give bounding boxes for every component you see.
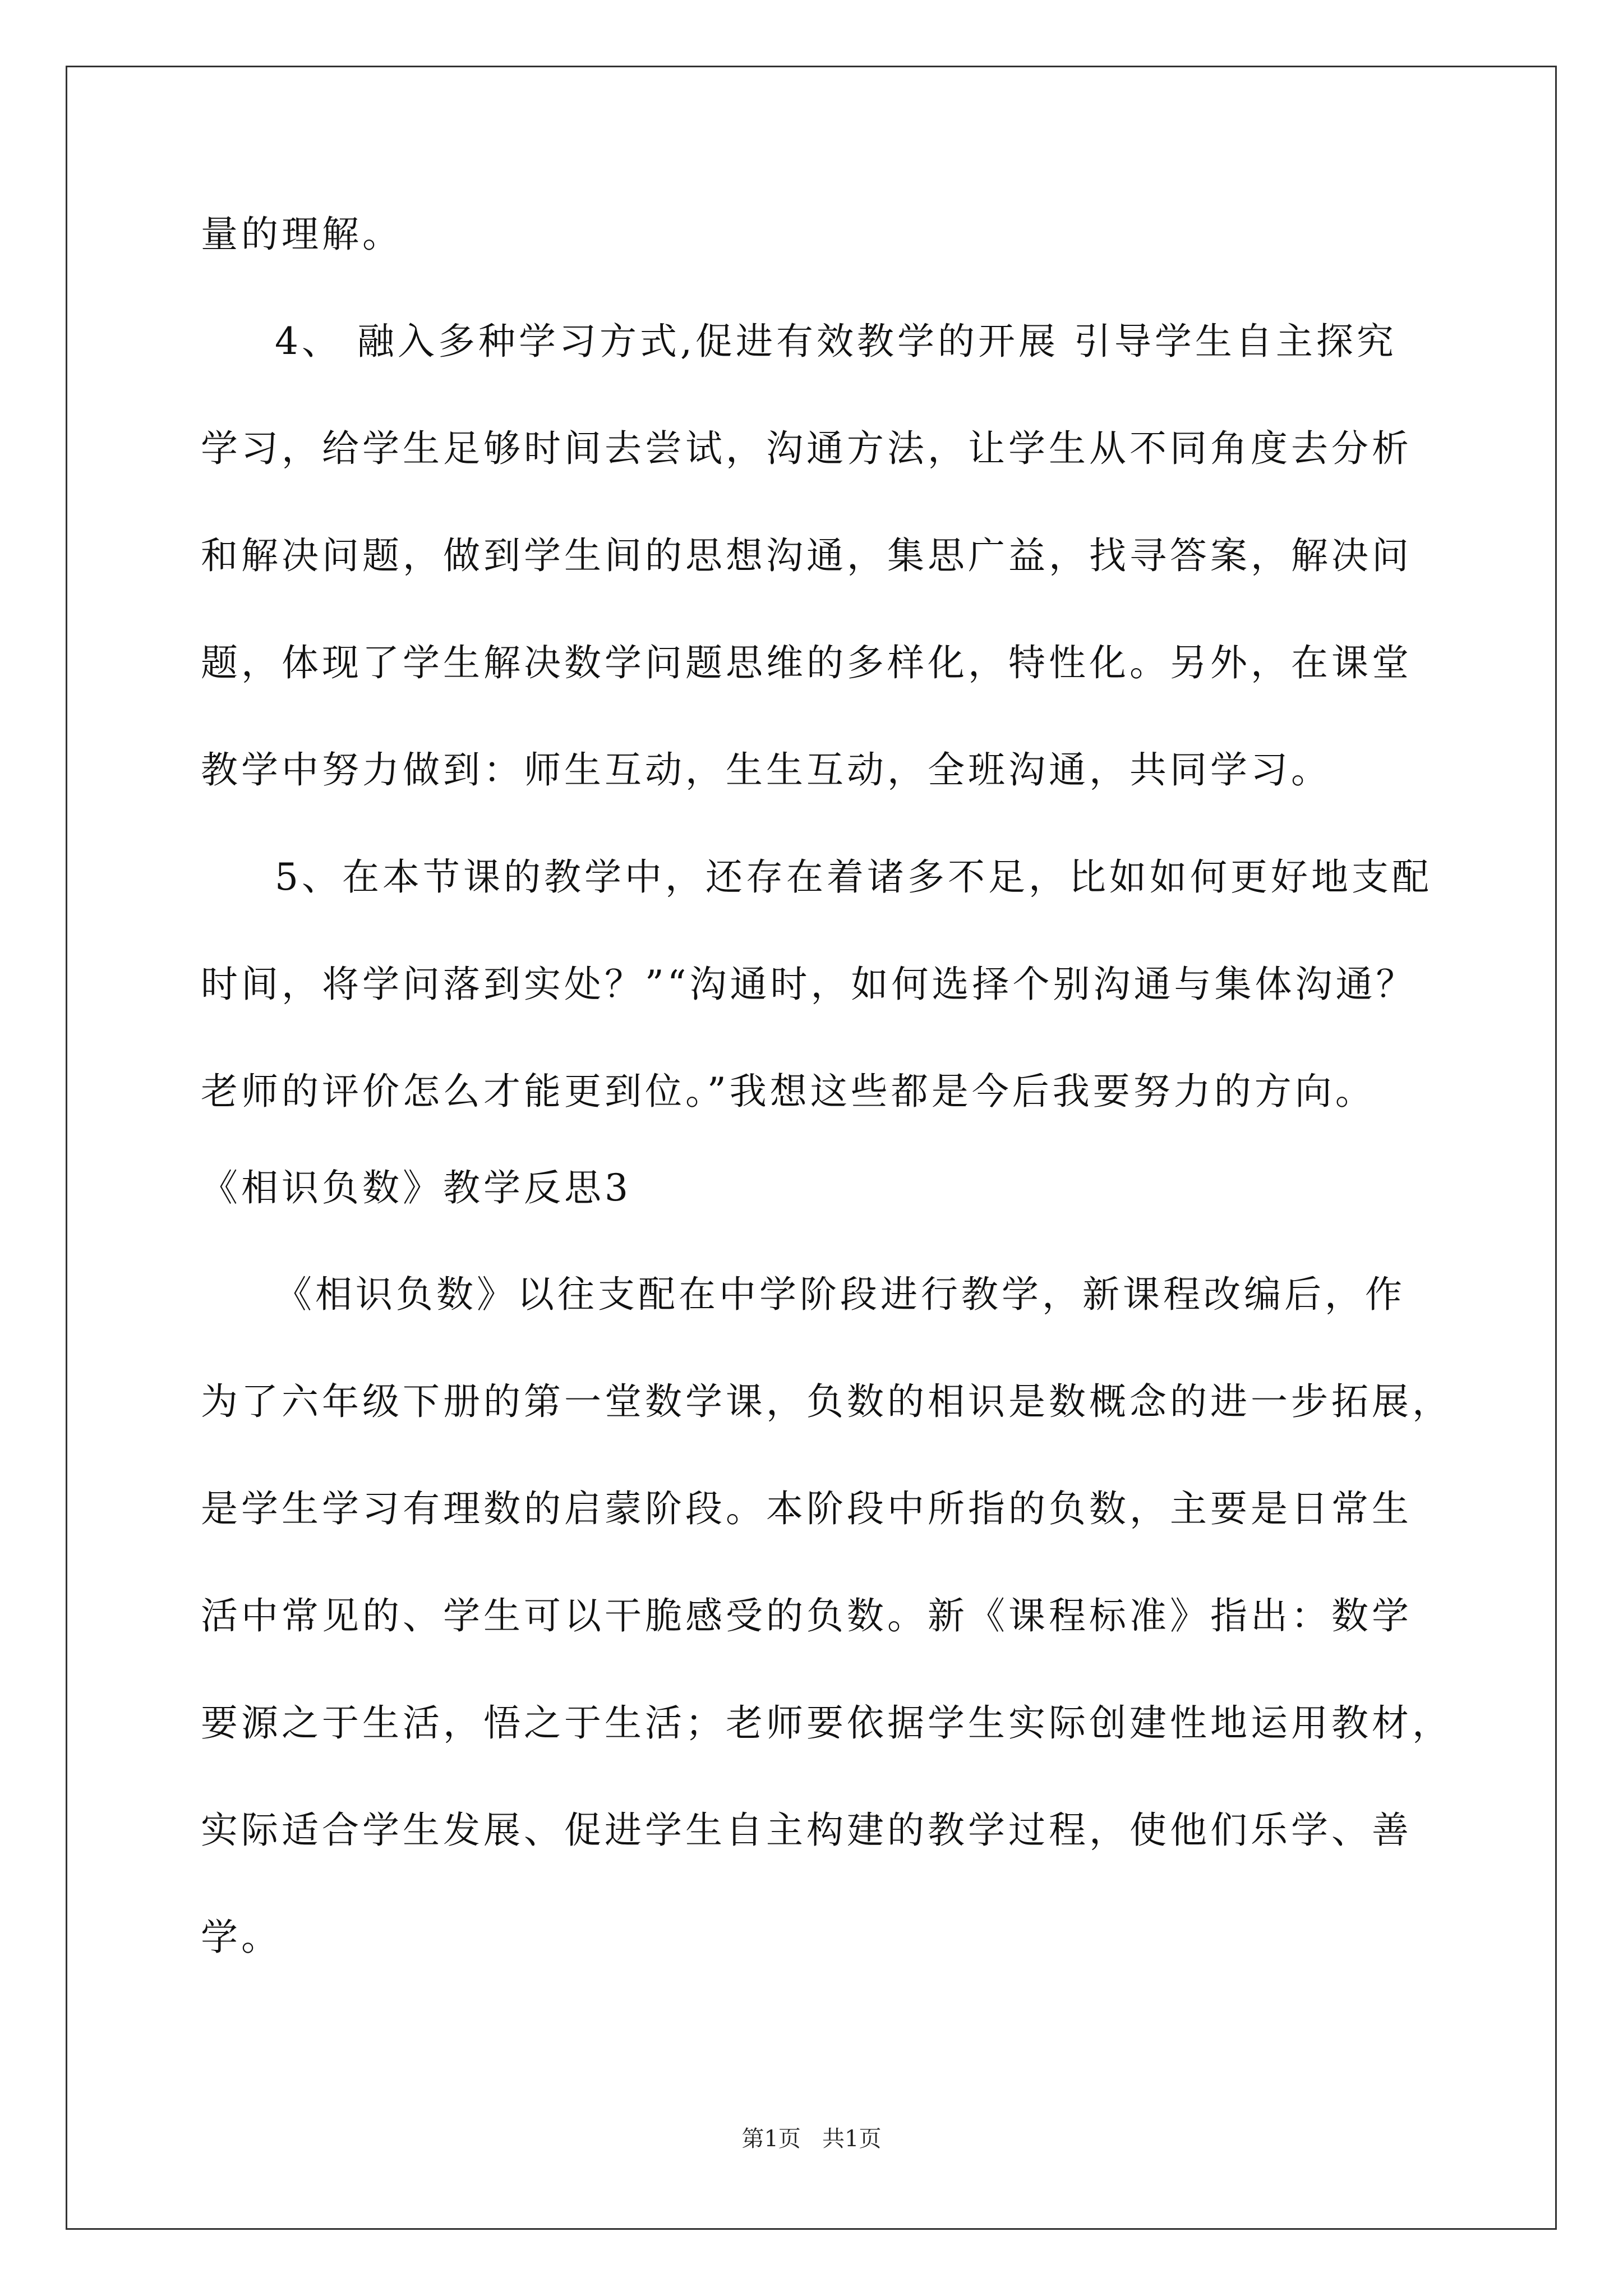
- paragraph-line: 5、在本节课的教学中，还存在着诸多不足，比如如何更好地支配: [275, 855, 1432, 899]
- paragraph-line: 为了六年级下册的第一堂数学课，负数的相识是数概念的进一步拓展，: [201, 1380, 1453, 1423]
- paragraph-line: 教学中努力做到：师生互动，生生互动，全班沟通，共同学习。: [201, 748, 1331, 792]
- page-border: [66, 66, 1557, 2230]
- paragraph-line: 和解决问题，做到学生间的思想沟通，集思广益，找寻答案，解决问: [201, 534, 1412, 577]
- paragraph-line: 要源之于生活，悟之于生活；老师要依据学生实际创建性地运用教材，: [201, 1701, 1453, 1745]
- paragraph-line: 活中常见的、学生可以干脆感受的负数。新《课程标准》指出：数学: [201, 1594, 1412, 1637]
- paragraph-line: 学。: [201, 1916, 282, 1959]
- paragraph-line: 时间，将学问落到实处？”“沟通时，如何选择个别沟通与集体沟通？: [201, 963, 1417, 1006]
- paragraph-line: 实际适合学生发展、促进学生自主构建的教学过程，使他们乐学、善: [201, 1809, 1412, 1852]
- paragraph-line: 是学生学习有理数的启蒙阶段。本阶段中所指的负数，主要是日常生: [201, 1487, 1412, 1530]
- paragraph-line: 老师的评价怎么才能更到位。”我想这些都是今后我要努力的方向。: [201, 1070, 1376, 1113]
- section-heading: 《相识负数》教学反思3: [201, 1166, 631, 1209]
- paragraph-line: 《相识负数》以往支配在中学阶段进行教学，新课程改编后，作: [275, 1273, 1405, 1316]
- paragraph-line: 学习，给学生足够时间去尝试，沟通方法，让学生从不同角度去分析: [201, 427, 1412, 470]
- paragraph-line: 4、 融入多种学习方式,促进有效教学的开展 引导学生自主探究: [275, 320, 1397, 363]
- paragraph-line: 题，体现了学生解决数学问题思维的多样化，特性化。另外，在课堂: [201, 641, 1412, 684]
- paragraph-line: 量的理解。: [201, 213, 403, 256]
- page-footer: 第1页 共1页: [741, 2126, 882, 2152]
